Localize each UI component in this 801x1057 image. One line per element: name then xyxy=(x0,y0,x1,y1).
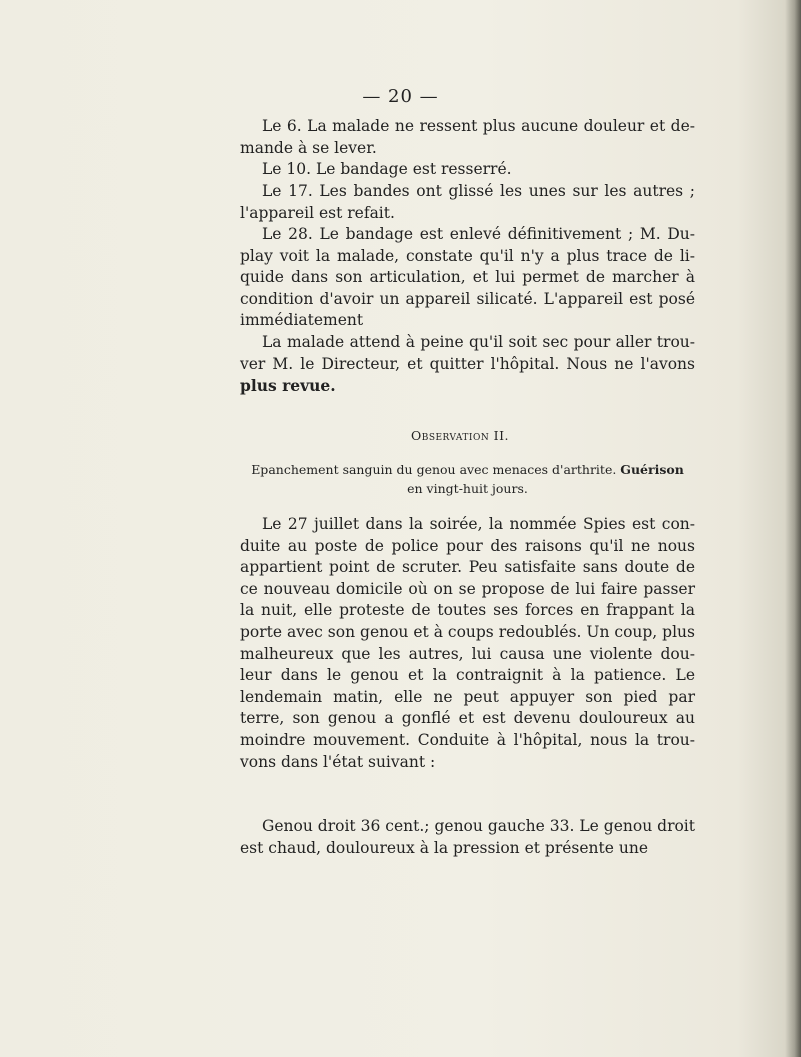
paragraph-departure-text: La malade attend à peine qu'il soit sec pour aller trou-ver M. le Directeur, et quitter l'hôpital. Nous ne l'avons xyxy=(240,333,695,373)
paragraph-day-17: Le 17. Les bandes ont glissé les unes sur les autres ; l'appareil est refait. xyxy=(240,182,695,222)
paragraph-day-6: Le 6. La malade ne ressent plus aucune douleur et de-mande à se lever. xyxy=(240,117,695,157)
observation-heading: Observation II. xyxy=(410,428,510,443)
paragraph-measurements: Genou droit 36 cent.; genou gauche 33. Le genou droit est chaud, douloureux à la pression et présente une xyxy=(240,817,695,857)
observation-summary-bold: Guérison xyxy=(620,462,684,477)
paragraph-case-history: Le 27 juillet dans la soirée, la nommée Spies est con-duite au poste de police pour des raisons qu'il ne nous appartient point de scruter. Peu satisfaite sans doute de ce nouveau domicile où on se propose de lui faire passer la nuit, elle proteste de toutes ses forces en frappant la porte avec son genou et à coups redoublés. Un coup, plus malheureux que les autres, lui causa une violente dou-leur dans le genou et la contraignit à la patience. Le lendemain matin, elle ne peut appuyer son pied par terre, son genou a gonflé et est devenu douloureux au moindre mouvement. Conduite à l'hôpital, nous la trou-vons dans l'état suivant : xyxy=(240,515,695,771)
observation-summary-end: en vingt-huit jours. xyxy=(407,481,528,496)
page-edge-shadow xyxy=(785,0,801,1057)
paragraph-day-10: Le 10. Le bandage est resserré. xyxy=(262,160,512,178)
paragraph-departure-bold: plus revue. xyxy=(240,376,336,396)
page-number: — 20 — xyxy=(362,86,439,107)
observation-summary xyxy=(240,460,695,498)
observation-summary-text: Epanchement sanguin du genou avec menaces d'arthrite. xyxy=(251,462,621,477)
paragraph-day-28: Le 28. Le bandage est enlevé définitivement ; M. Du-play voit la malade, constate qu'il n'y a plus trace de li-quide dans son articulation, et lui permet de marcher à condition d'avoir un appareil silicaté. L'appareil est posé immédiatement xyxy=(240,225,695,330)
paragraph-departure xyxy=(240,332,695,398)
